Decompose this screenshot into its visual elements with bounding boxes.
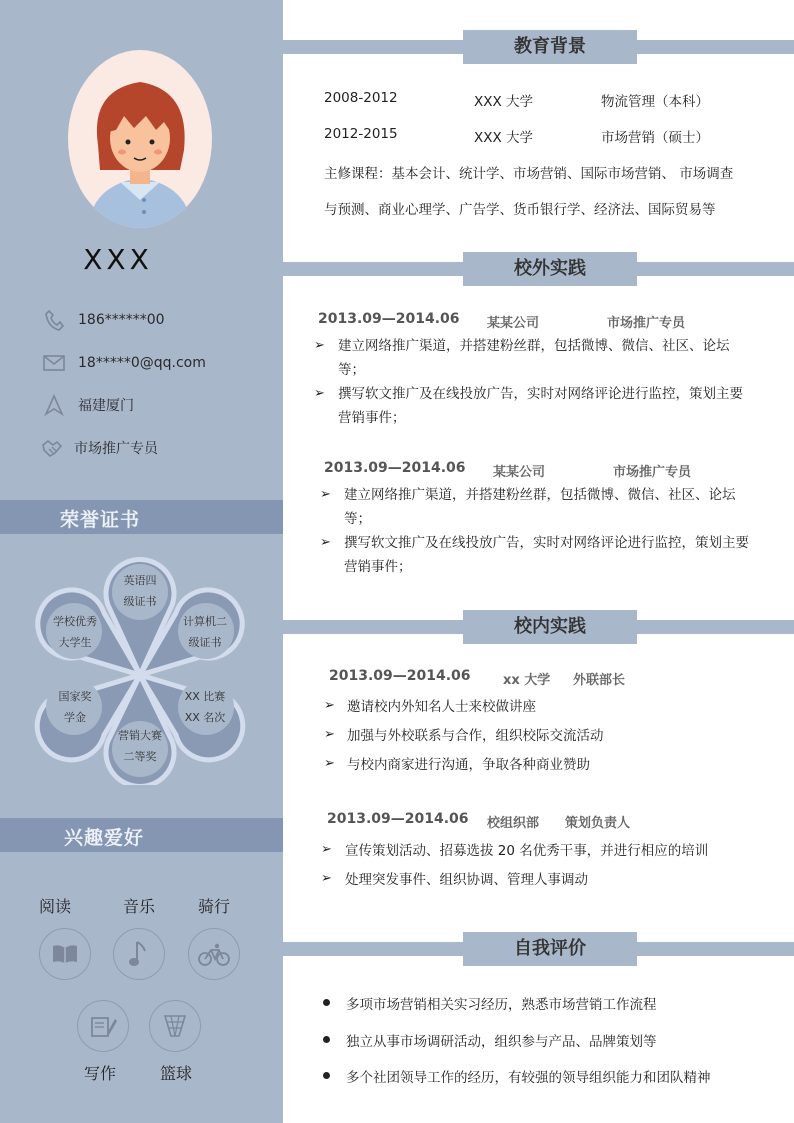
chevron-right-icon: ➢: [320, 535, 331, 550]
location-icon: [42, 393, 66, 417]
exp-period: 2013.09—2014.06: [327, 811, 469, 827]
honors-band: [0, 500, 283, 534]
phone-text: 186******00: [78, 312, 165, 328]
avatar: [68, 50, 212, 228]
exp-bullet: 等；: [338, 362, 365, 378]
hobbies-band: [0, 818, 283, 852]
exp-period: 2013.09—2014.06: [324, 460, 466, 476]
hobby-label: 篮球: [159, 1064, 192, 1083]
chevron-right-icon: ➢: [324, 727, 335, 742]
location-text: 福建厦门: [78, 398, 134, 414]
self-eval-item: 独立从事市场调研活动，组织参与产品、品牌策划等: [346, 1034, 657, 1050]
exp-bullet: 处理突发事件、组织协调、管理人事调动: [345, 872, 588, 888]
chevron-right-icon: ➢: [314, 338, 325, 353]
honor-item: 学校优秀 大学生: [53, 615, 97, 649]
exp-bullet: 撰写软文推广及在线投放广告，实时对网络评论进行监控，策划主要: [344, 535, 749, 551]
exp-bullet: 建立网络推广渠道，并搭建粉丝群，包括微博、微信、社区、论坛: [344, 487, 736, 503]
phone-icon: [42, 308, 66, 332]
honor-item: 营销大赛 二等奖: [118, 729, 162, 763]
book-icon: [39, 928, 91, 980]
contact-location: [42, 393, 134, 417]
chevron-right-icon: ➢: [320, 487, 331, 502]
edu-school: XXX 大学: [474, 94, 534, 110]
exp-bullet: 邀请校内外知名人士来校做讲座: [347, 699, 536, 715]
honor-item: 国家奖 学金: [58, 690, 92, 724]
hobby-label: 音乐: [122, 897, 155, 916]
exp-bullet: 与校内商家进行沟通，争取各种商业赞助: [347, 757, 590, 773]
basketball-icon: [149, 1000, 201, 1052]
chevron-right-icon: ➢: [314, 386, 325, 401]
bullet-dot-icon: [323, 1036, 330, 1043]
edu-courses: 主修课程：基本会计、统计学、市场营销、国际市场营销、 市场调查: [324, 166, 734, 182]
writing-icon: [77, 1000, 129, 1052]
contact-job: [40, 436, 158, 460]
email-text: 18*****0@qq.com: [78, 355, 206, 371]
exp-bullet: 加强与外校联系与合作，组织校际交流活动: [347, 728, 604, 744]
handshake-icon: [40, 436, 64, 460]
chevron-right-icon: ➢: [321, 871, 332, 886]
hobby-label: 骑行: [197, 897, 230, 916]
job-text: 市场推广专员: [74, 441, 158, 457]
chevron-right-icon: ➢: [321, 842, 332, 857]
exp-role: 策划负责人: [565, 816, 631, 831]
exp-bullet: 宣传策划活动、招募选拔 20 名优秀干事，并进行相应的培训: [345, 843, 709, 859]
exp-period: 2013.09—2014.06: [318, 311, 460, 327]
external-title: 校外实践: [463, 252, 637, 286]
edu-major: 市场营销（硕士）: [601, 130, 709, 146]
exp-org: 校组织部: [487, 816, 540, 831]
edu-period: 2008-2012: [324, 90, 398, 106]
exp-role: 外联部长: [573, 673, 626, 688]
exp-period: 2013.09—2014.06: [329, 668, 471, 684]
bullet-dot-icon: [323, 1072, 330, 1079]
edu-major: 物流管理（本科）: [601, 94, 709, 110]
exp-role: 市场推广专员: [607, 316, 686, 331]
profile-name: XXX: [83, 243, 153, 276]
exp-bullet: 建立网络推广渠道，并搭建粉丝群，包括微博、微信、社区、论坛: [338, 338, 730, 354]
self-eval-title: 自我评价: [463, 932, 637, 966]
chevron-right-icon: ➢: [324, 698, 335, 713]
hobby-label: 阅读: [38, 897, 71, 916]
contact-email: [42, 351, 206, 375]
hobbies-title: 兴趣爱好: [64, 827, 145, 849]
bicycle-icon: [188, 928, 240, 980]
exp-bullet: 撰写软文推广及在线投放广告，实时对网络评论进行监控，策划主要: [338, 386, 743, 402]
bullet-dot-icon: [323, 999, 330, 1006]
exp-bullet: 营销事件；: [338, 410, 406, 426]
exp-bullet: 等；: [344, 511, 371, 527]
honor-item: 计算机二 级证书: [183, 615, 227, 649]
self-eval-item: 多个社团领导工作的经历，有较强的领导组织能力和团队精神: [346, 1070, 711, 1086]
honor-item: 英语四 级证书: [123, 574, 157, 608]
exp-role: 市场推广专员: [613, 465, 692, 480]
exp-company: 某某公司: [493, 465, 546, 480]
sidebar: [0, 0, 283, 1123]
music-note-icon: [113, 928, 165, 980]
education-title: 教育背景: [463, 30, 637, 64]
exp-company: 某某公司: [487, 316, 540, 331]
edu-school: XXX 大学: [474, 130, 534, 146]
edu-courses: 与预测、商业心理学、广告学、货币银行学、经济法、国际贸易等: [324, 202, 716, 218]
edu-period: 2012-2015: [324, 126, 398, 142]
exp-bullet: 营销事件；: [344, 559, 412, 575]
honors-title: 荣誉证书: [60, 509, 141, 531]
internal-title: 校内实践: [463, 610, 637, 644]
exp-org: xx 大学: [503, 673, 551, 688]
mail-icon: [42, 351, 66, 375]
hobby-label: 写作: [83, 1064, 116, 1083]
self-eval-item: 多项市场营销相关实习经历，熟悉市场营销工作流程: [346, 997, 657, 1013]
contact-phone: [42, 308, 165, 332]
chevron-right-icon: ➢: [324, 756, 335, 771]
honor-item: XX 比赛 XX 名次: [184, 690, 226, 724]
